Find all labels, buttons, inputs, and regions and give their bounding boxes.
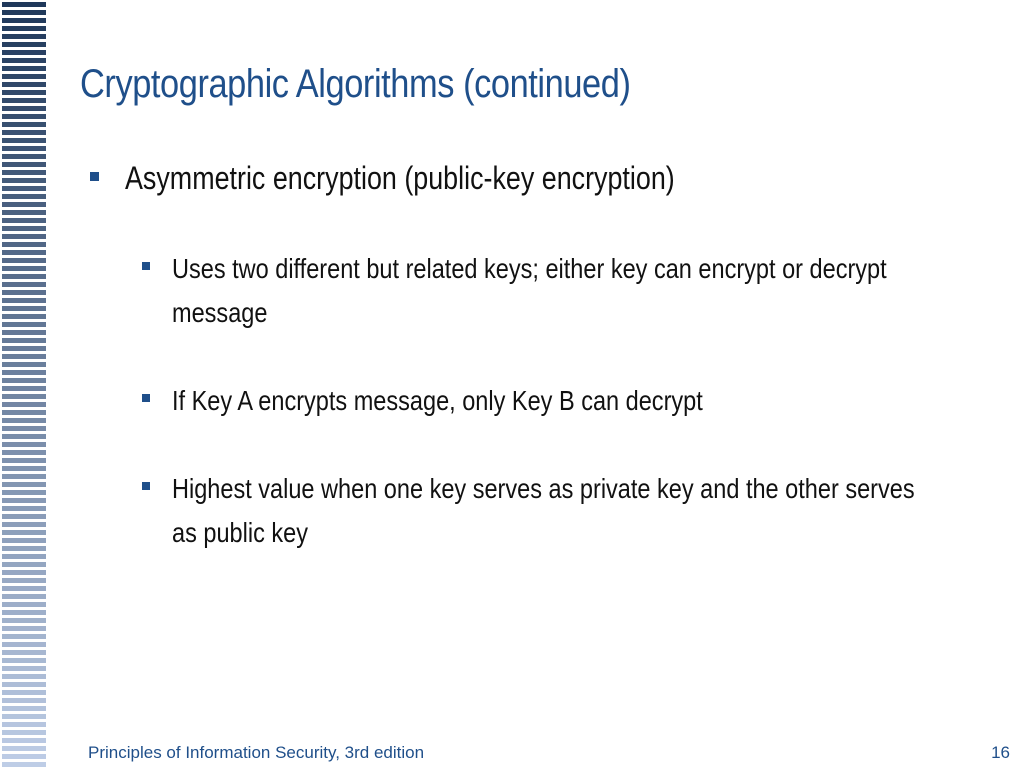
square-bullet-icon	[142, 482, 150, 490]
square-bullet-icon	[142, 262, 150, 270]
sub-bullet-two-keys	[142, 247, 1024, 335]
bullet-asymmetric-encryption	[90, 156, 779, 200]
sub-bullet-text: Uses two different but related keys; either key can encrypt or decrypt message	[172, 253, 887, 328]
footer-book-title: Principles of Information Security, 3rd edition	[88, 743, 425, 762]
square-bullet-icon	[142, 394, 150, 402]
sub-bullet-highest-value	[142, 467, 1024, 555]
bullet-text: Asymmetric encryption (public-key encryption)	[125, 160, 675, 196]
sub-bullet-text: If Key A encrypts message, only Key B can decrypt	[172, 385, 703, 416]
sub-bullet-key-a-key-b	[142, 379, 1024, 423]
square-bullet-icon	[90, 172, 99, 181]
page-number: 16	[991, 743, 1010, 762]
sub-bullet-text: Highest value when one key serves as private key and the other serves as public key	[172, 473, 915, 548]
slide-title: Cryptographic Algorithms (continued)	[80, 62, 631, 106]
